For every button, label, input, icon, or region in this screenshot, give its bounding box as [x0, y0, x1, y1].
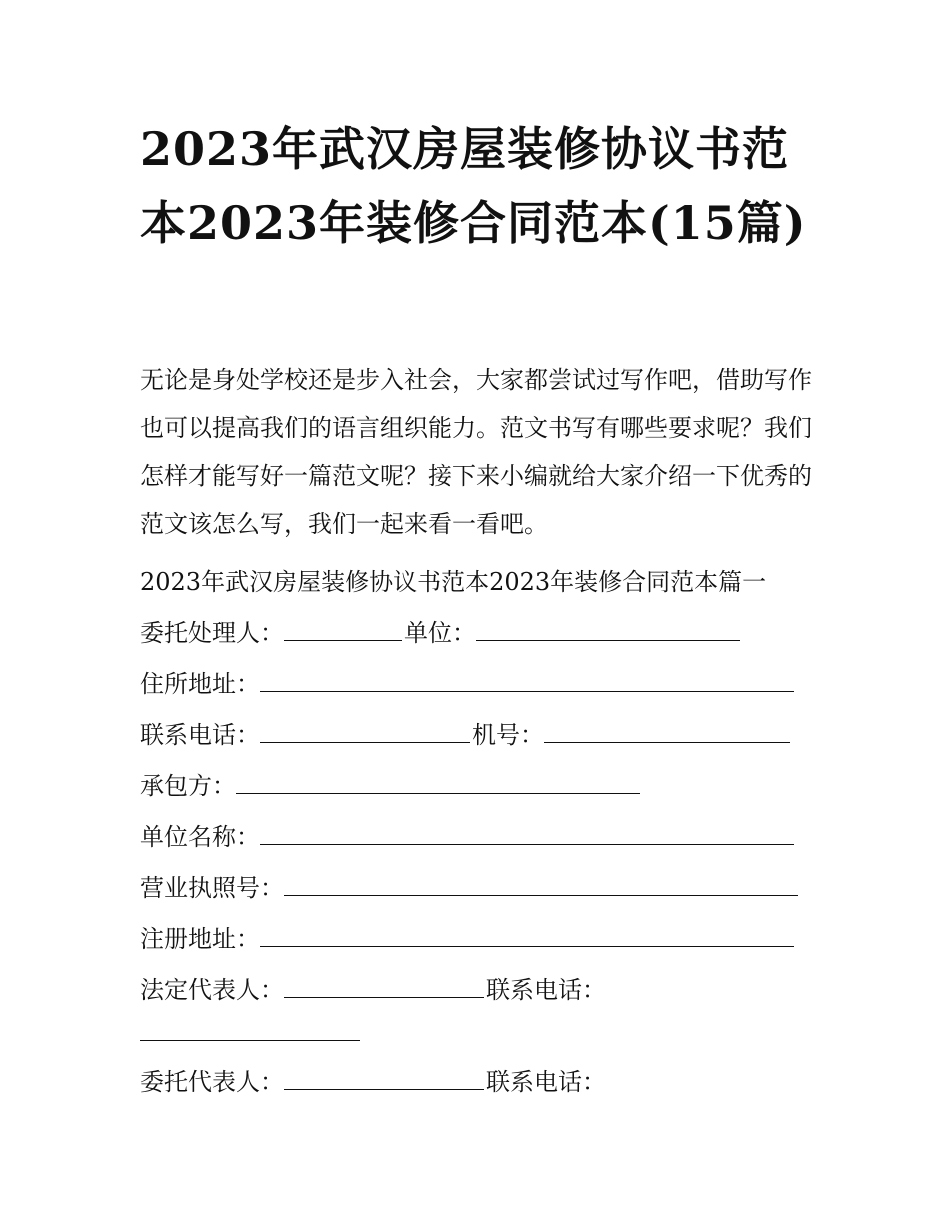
unit-label: 单位：	[404, 619, 476, 647]
reg-address-label: 注册地址：	[140, 925, 260, 953]
license-blank[interactable]	[284, 873, 798, 896]
entrust-rep-label: 委托代表人：	[140, 1068, 284, 1096]
form-row-license	[140, 872, 800, 904]
form-row-phone	[140, 719, 792, 751]
form-row-reg-address	[140, 923, 796, 955]
form-row-unit-name	[140, 821, 796, 853]
unit-blank[interactable]	[476, 618, 740, 641]
document-title: 2023年武汉房屋装修协议书范本2023年装修合同范本(15篇)	[140, 122, 807, 250]
phone-blank[interactable]	[260, 720, 470, 743]
form-row-entrust-rep	[140, 1066, 606, 1098]
form-row-contractor	[140, 770, 642, 802]
entrust-handler-blank[interactable]	[284, 618, 402, 641]
form-row-legal-rep	[140, 974, 606, 1006]
address-blank[interactable]	[260, 669, 794, 692]
entrust-rep-phone-label: 联系电话：	[486, 1068, 606, 1096]
section-heading: 2023年武汉房屋装修协议书范本2023年装修合同范本篇一	[140, 568, 767, 596]
unit-name-blank[interactable]	[260, 822, 794, 845]
mobile-blank[interactable]	[544, 720, 790, 743]
form-row-handler	[140, 617, 742, 649]
intro-paragraph: 无论是身处学校还是步入社会，大家都尝试过写作吧，借助写作也可以提高我们的语言组织能力。范文书写有哪些要求呢？我们怎样才能写好一篇范文呢？接下来小编就给大家介绍一下优秀的范文该怎么写，我们一起来看一看吧。	[140, 366, 812, 538]
entrust-rep-blank[interactable]	[284, 1067, 484, 1090]
unit-name-label: 单位名称：	[140, 823, 260, 851]
license-label: 营业执照号：	[140, 874, 284, 902]
phone-label: 联系电话：	[140, 721, 260, 749]
address-label: 住所地址：	[140, 670, 260, 698]
legal-rep-phone-label: 联系电话：	[486, 976, 606, 1004]
legal-rep-phone-blank[interactable]	[140, 1040, 360, 1041]
contractor-label: 承包方：	[140, 772, 236, 800]
mobile-label: 机号：	[472, 721, 544, 749]
contractor-blank[interactable]	[236, 771, 640, 794]
legal-rep-label: 法定代表人：	[140, 976, 284, 1004]
reg-address-blank[interactable]	[260, 924, 794, 947]
form-row-address	[140, 668, 796, 700]
legal-rep-blank[interactable]	[284, 975, 484, 998]
entrust-handler-label: 委托处理人：	[140, 619, 284, 647]
